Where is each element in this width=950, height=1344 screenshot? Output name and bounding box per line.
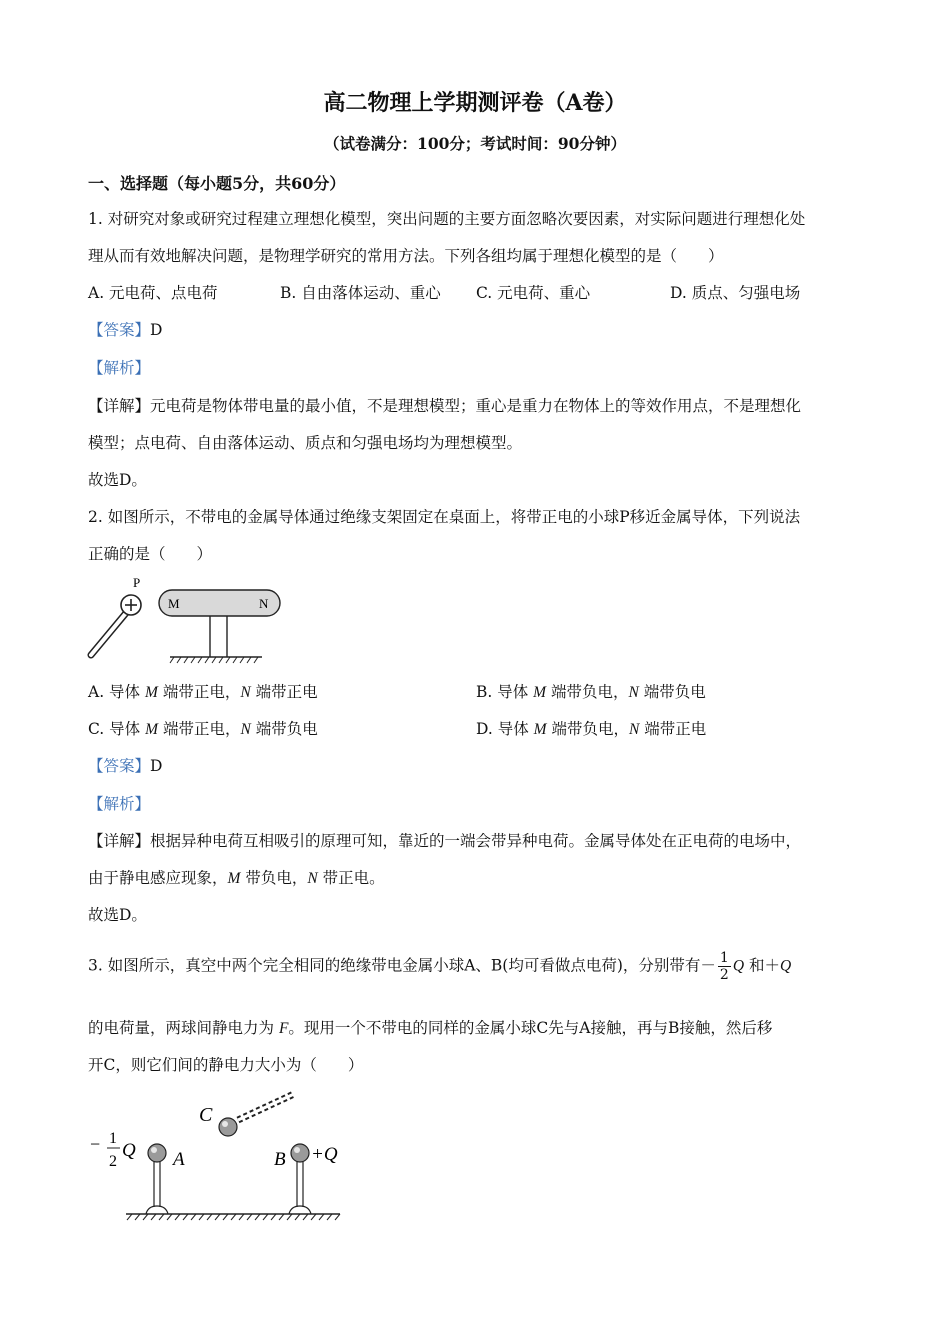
q2-option-b: B. 导体 M 端带负电，N 端带负电 (476, 683, 706, 701)
answer-value: D (150, 757, 163, 775)
q2-option-a: A. 导体 M 端带正电，N 端带正电 (88, 683, 318, 701)
left-charge-denominator: 2 (109, 1153, 117, 1170)
label-m: M (168, 596, 180, 611)
q1-detail-line2: 模型；点电荷、自由落体运动、质点和匀强电场均为理想模型。 (88, 434, 523, 452)
q3-stem-line1: 3. 如图所示，真空中两个完全相同的绝缘带电金属小球A、B(均可看做点电荷)，分别带有－ $\frac{1}{2}$ Q 和＋Q (88, 950, 792, 983)
q2-detail-line2: 由于静电感应现象，M 带负电，N 带正电。 (88, 869, 385, 887)
q3-figure (88, 1088, 368, 1228)
q3-stem-line2: 的电荷量，两球间静电力为 F。现用一个不带电的同样的金属小球C先与A接触，再与B接触，然后移 (88, 1019, 773, 1037)
detail-tag: 【详解】 (88, 397, 151, 415)
q1-option-a: A. 元电荷、点电荷 (88, 284, 218, 302)
left-charge-numerator: 1 (109, 1130, 117, 1147)
page-subtitle: （试卷满分：100分；考试时间：90分钟） (324, 134, 626, 153)
q2-conclusion: 故选D。 (88, 906, 147, 924)
answer-tag: 【答案】 (88, 321, 151, 339)
label-n: N (259, 596, 269, 611)
q2-stem-line2: 正确的是（ ） (88, 545, 213, 563)
q2-detail-line1 (88, 829, 801, 851)
q2-figure (84, 573, 294, 665)
ball-b (291, 1144, 309, 1162)
detail-text: 元电荷是物体带电量的最小值，不是理想模型；重心是重力在物体上的等效作用点，不是理想化 (150, 397, 802, 415)
left-charge-sign: − (90, 1134, 101, 1154)
analysis-tag: 【解析】 (88, 359, 151, 377)
label-b: B (274, 1149, 286, 1170)
q1-conclusion: 故选D。 (88, 471, 147, 489)
right-charge: +Q (311, 1144, 338, 1165)
q1-stem-line1: 1. 对研究对象或研究过程建立理想化模型，突出问题的主要方面忽略次要因素，对实际问题进行理想化处 (88, 210, 806, 228)
q2-option-d: D. 导体 M 端带负电，N 端带正电 (476, 720, 707, 738)
answer-value: D (150, 321, 163, 339)
label-p: P (133, 575, 141, 590)
detail-tag: 【详解】 (88, 832, 151, 850)
label-a: A (173, 1149, 185, 1170)
q3-stem-line3: 开C，则它们间的静电力大小为（ ） (88, 1056, 364, 1074)
ball-c (219, 1118, 237, 1136)
q1-analysis (88, 356, 150, 378)
q2-analysis (88, 792, 150, 814)
q1-option-c: C. 元电荷、重心 (476, 284, 591, 302)
label-c: C (199, 1104, 213, 1126)
q1-stem-line2: 理从而有效地解决问题，是物理学研究的常用方法。下列各组均属于理想化模型的是（ ） (88, 247, 724, 265)
q1-option-d: D. 质点、匀强电场 (670, 284, 801, 302)
q1-answer (88, 318, 162, 340)
q2-stem-line1: 2. 如图所示，不带电的金属导体通过绝缘支架固定在桌面上，将带正电的小球P移近金属导体，下列说法 (88, 508, 801, 526)
answer-tag: 【答案】 (88, 757, 151, 775)
analysis-tag: 【解析】 (88, 795, 151, 813)
page-title: 高二物理上学期测评卷（A卷） (323, 90, 627, 116)
section-heading: 一、选择题（每小题5分，共60分） (88, 174, 346, 193)
q1-option-b: B. 自由落体运动、重心 (280, 284, 441, 302)
q2-answer (88, 754, 162, 776)
left-charge-q: Q (122, 1140, 136, 1161)
ball-a (148, 1144, 166, 1162)
fraction-half: $\frac{1}{2}$ (719, 950, 729, 983)
q1-detail-line1 (88, 394, 801, 416)
q2-option-c: C. 导体 M 端带正电，N 端带负电 (88, 720, 318, 738)
detail-text: 根据异种电荷互相吸引的原理可知，靠近的一端会带异种电荷。金属导体处在正电荷的电场中， (150, 832, 802, 850)
